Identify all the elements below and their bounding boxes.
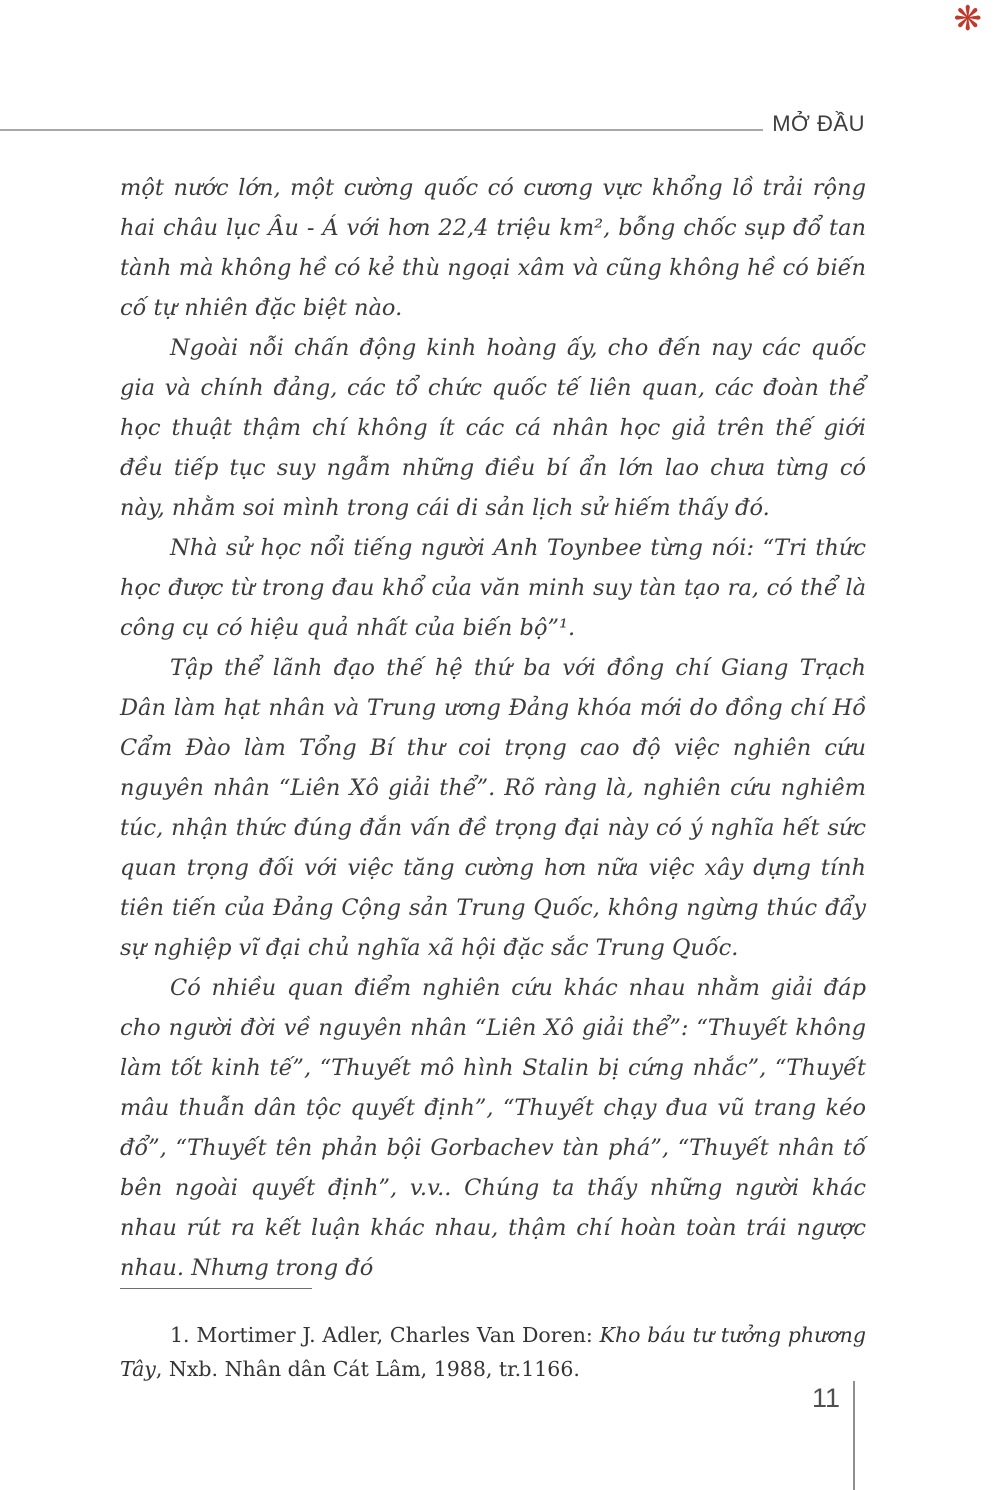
page-number-rule <box>853 1381 855 1490</box>
footnote <box>120 1318 866 1386</box>
paragraph: một nước lớn, một cường quốc có cương vực khổng lồ trải rộng hai châu lục Âu - Á với hơn 22,4 triệu km², bỗng chốc sụp đổ tan tành mà không hề có kẻ thù ngoại xâm và cũng không hề có biến cố tự nhiên đặc biệt nào. <box>120 175 866 321</box>
paragraph: Có nhiều quan điểm nghiên cứu khác nhau nhằm giải đáp cho người đời về nguyên nhân “Liên Xô giải thể”: “Thuyết không làm tốt kinh tế”, “Thuyết mô hình Stalin bị cứng nhắc”, “Thuyết mâu thuẫn dân tộc quyết định”, “Thuyết chạy đua vũ trang kéo đổ”, “Thuyết tên phản bội Gorbachev tàn phá”, “Thuyết nhân tố bên ngoài quyết định”, v.v.. Chúng ta thấy những người khác nhau rút ra kết luận khác nhau, thậm chí hoàn toàn trái ngược nhau. Nhưng trong đó <box>120 975 866 1281</box>
footnote-text: , Nxb. Nhân dân Cát Lâm, 1988, tr.1166. <box>155 1356 580 1381</box>
body-text <box>120 168 866 1288</box>
page-number: 11 <box>812 1383 841 1413</box>
footnote-text: 1. Mortimer J. Adler, Charles Van Doren: <box>170 1322 600 1347</box>
paragraph: Tập thể lãnh đạo thế hệ thứ ba với đồng chí Giang Trạch Dân làm hạt nhân và Trung ương Đảng khóa mới do đồng chí Hồ Cẩm Đào làm Tổng Bí thư coi trọng cao độ việc nghiên cứu nguyên nhân “Liên Xô giải thể”. Rõ ràng là, nghiên cứu nghiêm túc, nhận thức đúng đắn vấn đề trọng đại này có ý nghĩa hết sức quan trọng đối với việc tăng cường hơn nữa việc xây dựng tính tiên tiến của Đảng Cộng sản Trung Quốc, không ngừng thúc đẩy sự nghiệp vĩ đại chủ nghĩa xã hội đặc sắc Trung Quốc. <box>120 655 866 961</box>
running-head-title: MỞ ĐẦU <box>772 111 865 136</box>
flower-ornament-icon: ❋ <box>953 0 982 39</box>
footnote-book-title: Kho báu tư tưởng phương Tây <box>120 1322 867 1381</box>
footnote-separator <box>120 1288 312 1289</box>
paragraph: Ngoài nỗi chấn động kinh hoàng ấy, cho đến nay các quốc gia và chính đảng, các tổ chức quốc tế liên quan, các đoàn thể học thuật thậm chí không ít các cá nhân học giả trên thế giới đều tiếp tục suy ngẫm những điều bí ẩn lớn lao chưa từng có này, nhằm soi mình trong cái di sản lịch sử hiếm thấy đó. <box>120 335 866 521</box>
header-rule <box>0 129 763 131</box>
paragraph: Nhà sử học nổi tiếng người Anh Toynbee từng nói: “Tri thức học được từ trong đau khổ của văn minh suy tàn tạo ra, có thể là công cụ có hiệu quả nhất của biến bộ”¹. <box>120 535 866 641</box>
